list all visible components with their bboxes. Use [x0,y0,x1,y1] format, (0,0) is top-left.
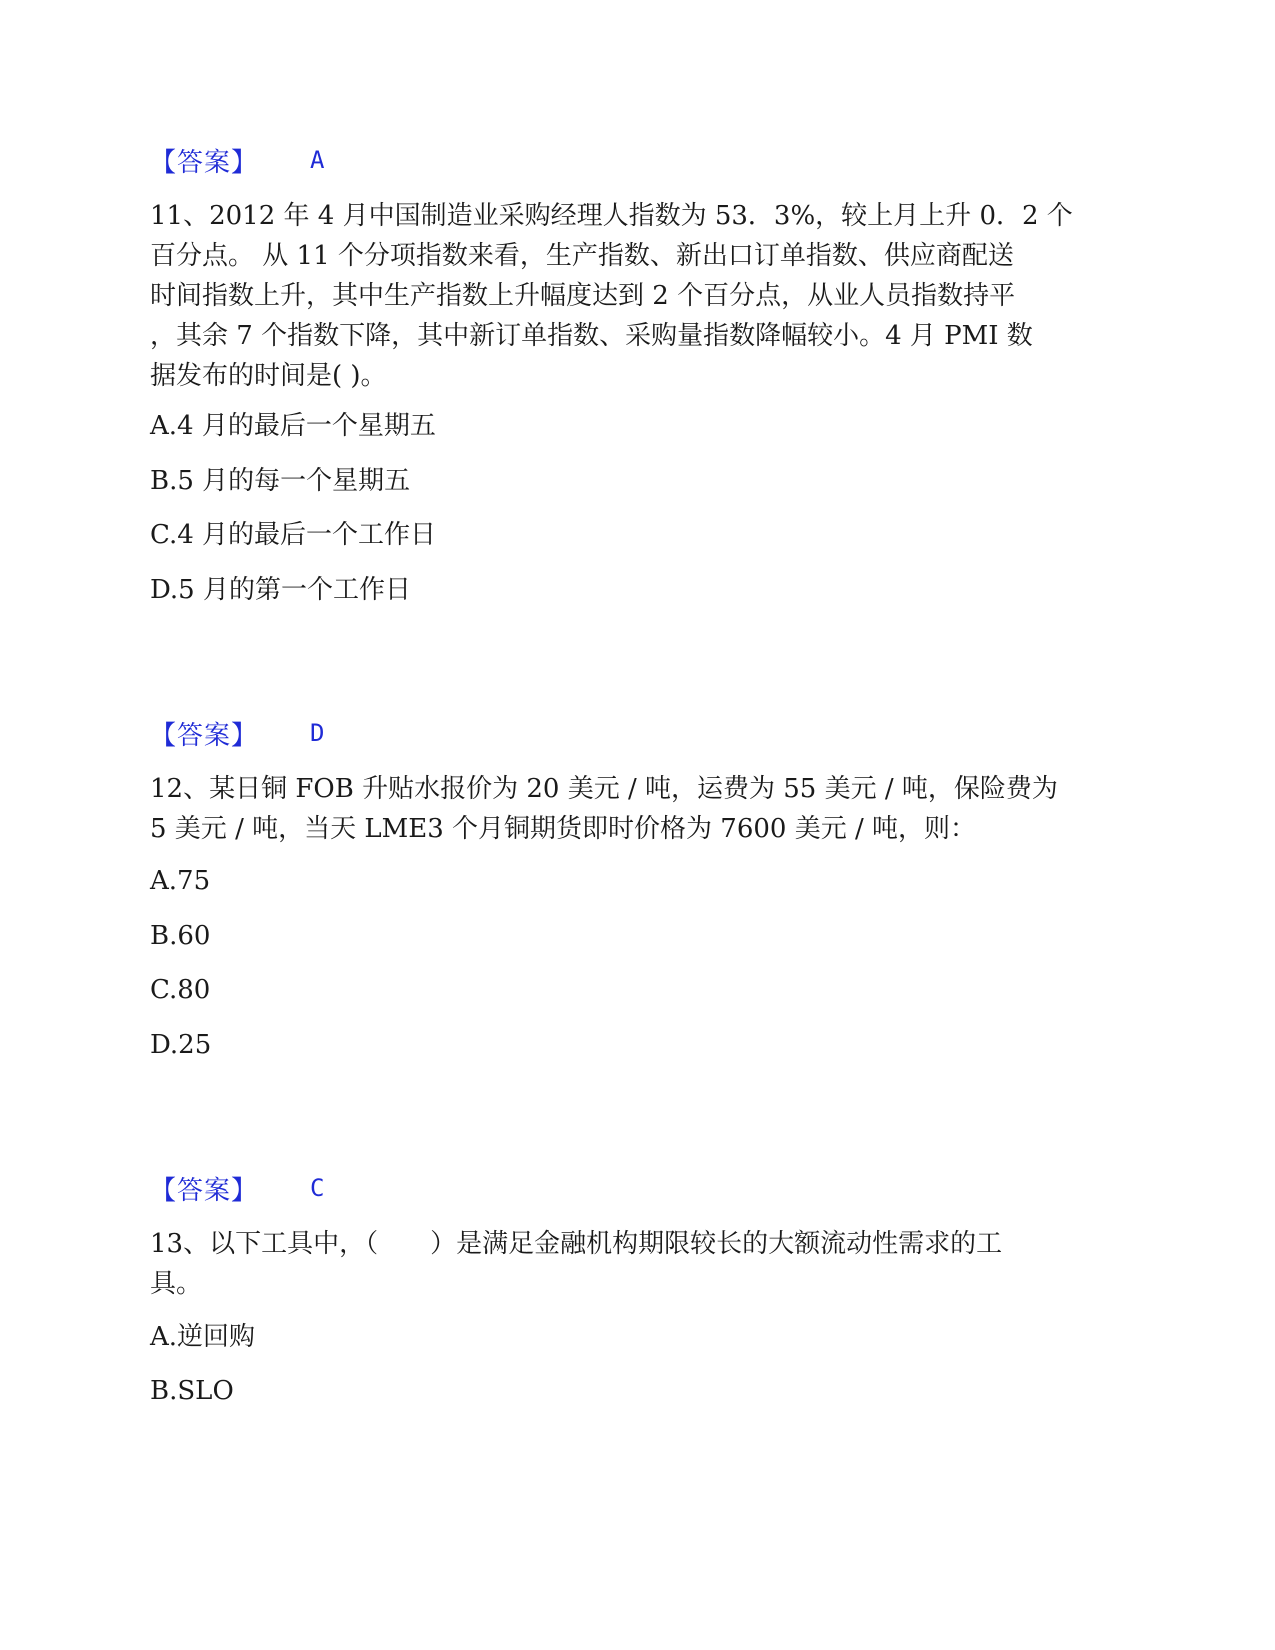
answer-label: 【答案】 [150,720,259,751]
option-c: C.4 月的最后一个工作日 [150,520,437,550]
answer-value: A [310,146,325,174]
question-line: 百分点。 从 11 个分项指数来看，生产指数、新出口订单指数、供应商配送 [150,241,1014,271]
option-b: B.SLO [150,1376,234,1406]
option-b: B.5 月的每一个星期五 [150,466,411,496]
option-c: C.80 [150,975,211,1005]
answer-line-1 [150,140,324,180]
option-a: A.逆回购 [150,1322,256,1352]
question-line: 11、2012 年 4 月中国制造业采购经理人指数为 53．3%，较上月上升 0．2 个 [150,201,1073,231]
answer-value: C [310,1174,325,1202]
question-line: 时间指数上升，其中生产指数上升幅度达到 2 个百分点，从业人员指数持平 [150,281,1016,311]
question-line: 5 美元 / 吨，当天 LME3 个月铜期货即时价格为 7600 美元 / 吨，则： [150,814,977,844]
question-line: 12、某日铜 FOB 升贴水报价为 20 美元 / 吨，运费为 55 美元 / 吨，保险费为 [150,774,1058,804]
question-line: 据发布的时间是( )。 [150,361,387,391]
question-line: 13、以下工具中，（ ）是满足金融机构期限较长的大额流动性需求的工 [150,1229,1003,1259]
question-13 [150,1224,1110,1304]
answer-label: 【答案】 [150,1175,259,1206]
answer-line-2 [150,713,324,753]
question-line: 具。 [150,1269,203,1299]
option-d: D.5 月的第一个工作日 [150,575,411,605]
answer-value: D [310,719,325,747]
question-line: ，其余 7 个指数下降，其中新订单指数、采购量指数降幅较小。4 月 PMI 数 [150,321,1033,351]
answer-label: 【答案】 [150,147,259,178]
answer-line-3 [150,1168,324,1208]
question-11 [150,196,1110,396]
question-12 [150,769,1110,849]
option-d: D.25 [150,1030,212,1060]
option-a: A.75 [150,866,211,896]
option-b: B.60 [150,921,211,951]
option-a: A.4 月的最后一个星期五 [150,411,436,441]
